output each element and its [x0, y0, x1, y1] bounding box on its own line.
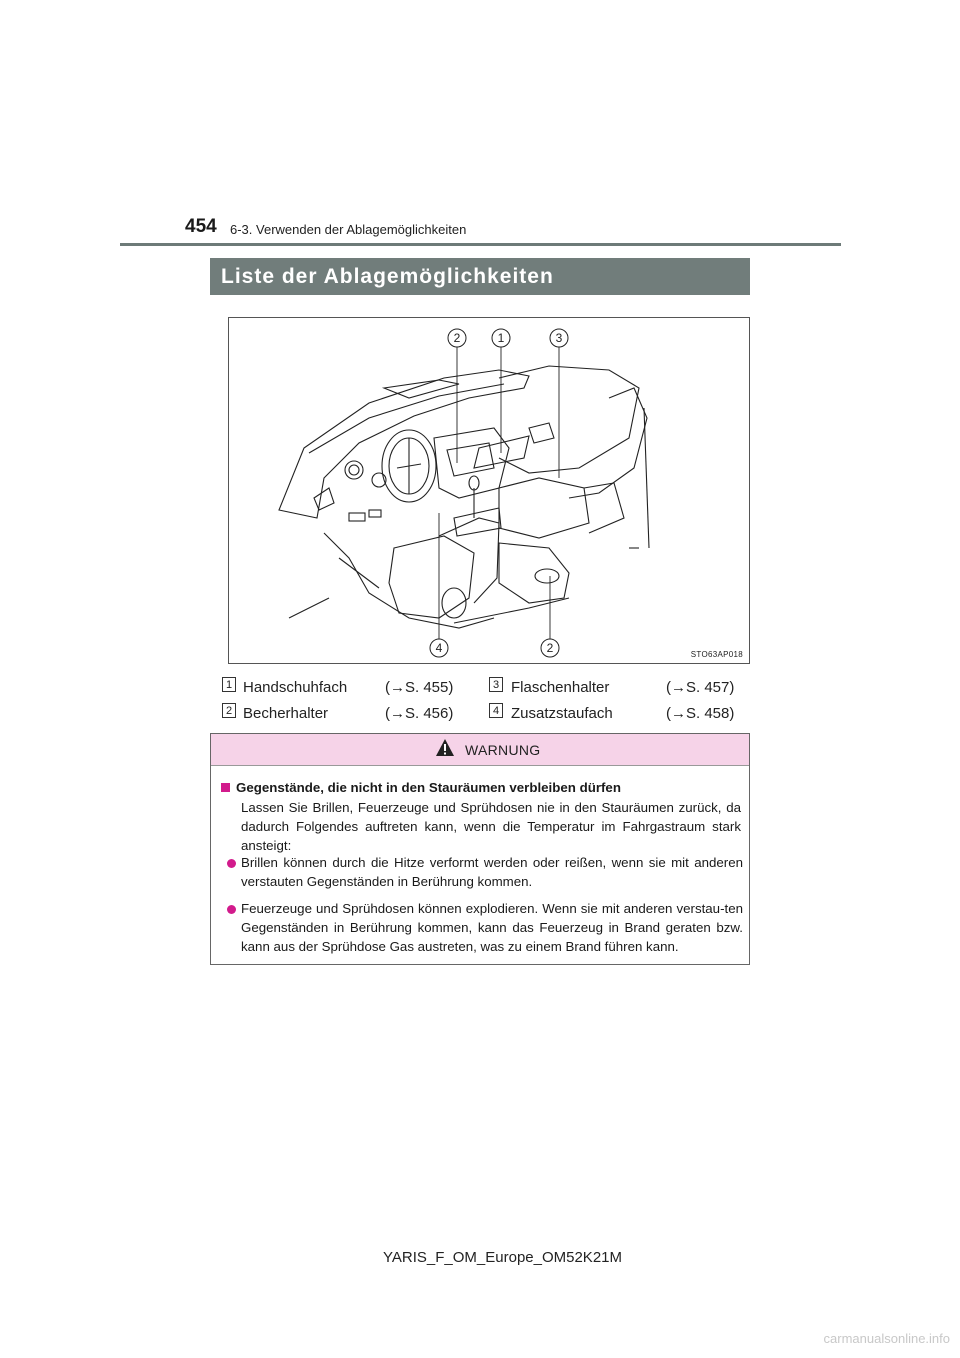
legend-num: 3 [489, 677, 503, 692]
round-bullet-icon [227, 859, 236, 868]
legend-label: Flaschenhalter [511, 679, 610, 696]
figure-code: STO63AP018 [690, 650, 743, 659]
car-interior-drawing [229, 318, 749, 663]
legend-ref-link[interactable]: (→S. 455) [385, 679, 454, 696]
legend-label: Handschuhfach [243, 679, 348, 696]
page-number: 454 [185, 216, 217, 237]
section-title: Liste der Ablagemöglichkeiten [210, 258, 750, 295]
warning-title: WARNUNG [465, 742, 541, 758]
legend-item-cupholder [222, 703, 472, 723]
section-breadcrumb: 6-3. Verwenden der Ablagemöglichkeiten [230, 222, 467, 237]
callout-2-top: 2 [453, 331, 461, 345]
warning-bullet-1: Brillen können durch die Hitze verformt werden oder reißen, wenn sie mit anderen verstauten Gegenständen in Berührung kommen. [241, 855, 743, 889]
warning-intro: Lassen Sie Brillen, Feuerzeuge und Sprühdosen nie in den Stauräumen zurück, da dadurch Folgendes auftreten kann, wenn die Temperatur im Fahrgastraum stark ansteigt: [241, 800, 741, 853]
interior-illustration [228, 317, 750, 664]
legend-num: 1 [222, 677, 236, 692]
legend-item-glovebox [222, 677, 472, 697]
warning-triangle-icon [435, 738, 455, 757]
document-footer: YARIS_F_OM_Europe_OM52K21M [383, 1249, 622, 1266]
legend-num: 4 [489, 703, 503, 718]
warning-header [211, 734, 749, 766]
callout-3: 3 [555, 331, 563, 345]
legend-item-auxiliary-box [489, 703, 739, 723]
legend-label: Zusatzstaufach [511, 705, 613, 722]
round-bullet-icon [227, 905, 236, 914]
legend-ref-link[interactable]: (→S. 457) [666, 679, 735, 696]
legend-ref-link[interactable]: (→S. 456) [385, 705, 454, 722]
warning-box [210, 733, 750, 965]
warning-bullet-2: Feuerzeuge und Sprühdosen können explodieren. Wenn sie mit anderen verstau-ten Gegenständen in Berührung kommen, kann das Feuerzeug in Brand geraten bzw. kann aus der Sprühdose Gas austreten, was zu einem Brand führen kann. [241, 901, 743, 954]
legend-num: 2 [222, 703, 236, 718]
legend-ref-link[interactable]: (→S. 458) [666, 705, 735, 722]
legend-label: Becherhalter [243, 705, 329, 722]
callout-4: 4 [435, 641, 443, 655]
callout-1: 1 [497, 331, 505, 345]
watermark: carmanualsonline.info [823, 1331, 950, 1346]
header-divider [120, 243, 841, 246]
square-bullet-icon [221, 783, 230, 792]
warning-heading: Gegenstände, die nicht in den Stauräumen verbleiben dürfen [221, 778, 741, 797]
callout-2-bottom: 2 [546, 641, 554, 655]
legend-item-bottleholder [489, 677, 739, 697]
